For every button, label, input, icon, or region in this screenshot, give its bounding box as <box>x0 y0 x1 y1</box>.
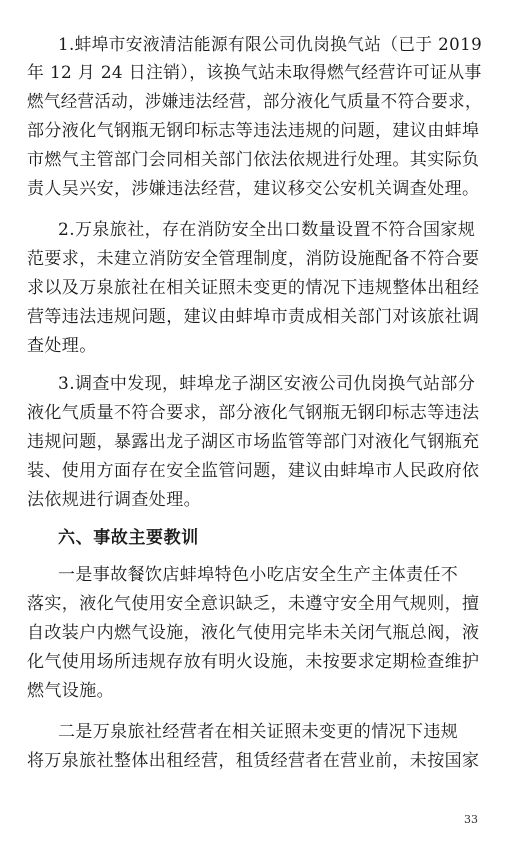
text-line: 自改装户内燃气设施，液化气使用完毕未关闭气瓶总阀，液 <box>27 623 480 643</box>
text-line: 范要求，未建立消防安全管理制度，消防设施配备不符合要 <box>27 249 480 269</box>
text-line: 装、使用方面存在安全监管问题，建议由蚌埠市人民政府依 <box>27 461 480 481</box>
page-number: 33 <box>464 813 478 826</box>
text-line: 求以及万泉旅社在相关证照未变更的情况下违规整体出租经 <box>27 278 480 298</box>
text-line: 燃气经营活动，涉嫌违法经营，部分液化气质量不符合要求， <box>27 92 482 112</box>
text-line: 一是事故餐饮店蚌埠特色小吃店安全生产主体责任不 <box>58 565 459 585</box>
text-line: 营等违法违规问题，建议由蚌埠市责成相关部门对该旅社调 <box>27 307 480 327</box>
section-heading: 六、事故主要教训 <box>58 528 199 548</box>
text-line: 法依规进行调查处理。 <box>27 490 201 510</box>
text-line: 市燃气主管部门会同相关部门依法依规进行处理。其实际负 <box>27 150 480 170</box>
text-line: 2.万泉旅社，存在消防安全出口数量设置不符合国家规 <box>58 220 476 240</box>
text-line: 查处理。 <box>27 336 97 356</box>
text-line: 落实，液化气使用安全意识缺乏，未遵守安全用气规则，擅 <box>27 594 480 614</box>
text-line: 年 12 月 24 日注销），该换气站未取得燃气经营许可证从事 <box>27 63 482 83</box>
text-line: 部分液化气钢瓶无钢印标志等违法违规的问题，建议由蚌埠 <box>27 121 480 141</box>
text-line: 二是万泉旅社经营者在相关证照未变更的情况下违规 <box>58 722 459 742</box>
text-line: 液化气质量不符合要求，部分液化气钢瓶无钢印标志等违法 <box>27 403 480 423</box>
text-line: 燃气设施。 <box>27 681 114 701</box>
text-line: 责人吴兴安，涉嫌违法经营，建议移交公安机关调查处理。 <box>27 179 480 199</box>
text-line: 化气使用场所违规存放有明火设施，未按要求定期检查维护 <box>27 652 480 672</box>
text-line: 3.调查中发现，蚌埠龙子湖区安液公司仇岗换气站部分 <box>58 374 476 394</box>
text-line: 违规问题，暴露出龙子湖区市场监管等部门对液化气钢瓶充 <box>27 432 480 452</box>
text-line: 将万泉旅社整体出租经营，租赁经营者在营业前，未按国家 <box>27 751 480 771</box>
text-line: 1.蚌埠市安液清洁能源有限公司仇岗换气站（已于 2019 <box>58 35 483 55</box>
